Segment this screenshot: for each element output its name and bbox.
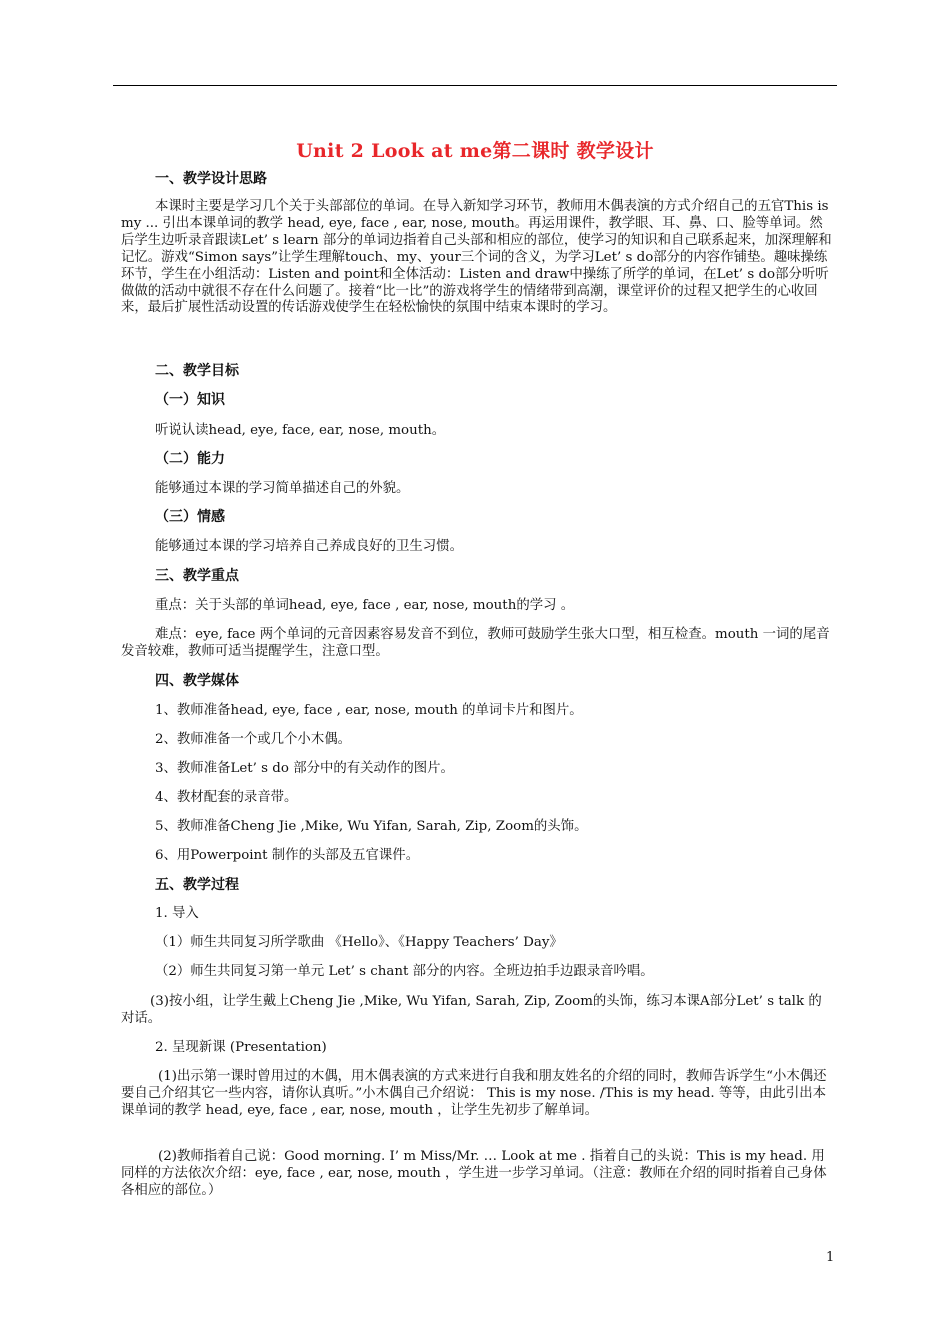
media-item: 1、教师准备head, eye, face , ear, nose, mouth 的单词卡片和图片。 xyxy=(155,703,583,718)
difficult-point-text: 难点：eye, face 两个单词的元音因素容易发音不到位，教师可鼓励学生张大口型，相互检查。mouth 一词的尾音发音较难，教师可适当提醒学生，注意口型。 xyxy=(121,627,830,659)
section-heading-design-idea: 一、教学设计思路 xyxy=(155,171,267,187)
ability-text: 能够通过本课的学习简单描述自己的外貌。 xyxy=(155,481,410,496)
page-number: 1 xyxy=(826,1250,835,1265)
lead-in-item: （2）师生共同复习第一单元 Let’ s chant 部分的内容。全班边拍手边跟录音吟唱。 xyxy=(155,964,654,979)
section-heading-objectives: 二、教学目标 xyxy=(155,363,239,379)
step-heading-presentation: 2. 呈现新课 (Presentation) xyxy=(155,1040,327,1055)
header-rule xyxy=(113,85,837,86)
step-heading-lead-in: 1. 导入 xyxy=(155,906,199,921)
design-idea-paragraph: 本课时主要是学习几个关于头部部位的单词。在导入新知学习环节，教师用木偶表演的方式介绍自己的五官This is my ... 引出本课单词的教学 head, eye, face , ear, nose, mouth。再运用课件，教学眼、耳、鼻、口、脸等单词。然后学生边听录音跟读Let’ s learn 部分的单词边指着自己头部和相应的部位，使学习的知识和自己联系起来，加深理解和记忆。游戏“Simon says”让学生理解touch、my、your三个词的含义，为学习Let’ s do部分的内容作铺垫。趣味操练环节，学生在小组活动：Listen and point和全体活动：Listen and draw中操练了所学的单词，在Let’ s do部分听听做做的活动中就很不存在什么问题了。接着“比一比”的游戏将学生的情绪带到高潮，课堂评价的过程又把学生的心收回来，最后扩展性活动设置的传话游戏使学生在轻松愉快的氛围中结束本课时的学习。 xyxy=(121,199,832,316)
lead-in-item: (3)按小组，让学生戴上Cheng Jie ,Mike, Wu Yifan, Sarah, Zip, Zoom的头饰，练习本课A部分Let’ s talk 的对话。 xyxy=(121,994,822,1026)
emotion-text: 能够通过本课的学习培养自己养成良好的卫生习惯。 xyxy=(155,539,463,554)
section-heading-process: 五、教学过程 xyxy=(155,877,239,893)
subheading-emotion: （三）情感 xyxy=(155,509,225,525)
section-heading-key-points: 三、教学重点 xyxy=(155,568,239,584)
section-heading-media: 四、教学媒体 xyxy=(155,673,239,689)
media-item: 4、教材配套的录音带。 xyxy=(155,790,298,805)
presentation-item: (1)出示第一课时曾用过的木偶，用木偶表演的方式来进行自我和朋友姓名的介绍的同时，教师告诉学生“小木偶还要自己介绍其它一些内容，请你认真听。”小木偶自己介绍说： This is my nose. /This is my head. 等等，由此引出本课单词的教学 head, eye, face , ear, nose, mouth ，让学生先初步了解单词。 xyxy=(121,1069,827,1118)
media-item: 2、教师准备一个或几个小木偶。 xyxy=(155,732,351,747)
document-title: Unit 2 Look at me第二课时 教学设计 xyxy=(296,140,654,162)
knowledge-text: 听说认读head, eye, face, ear, nose, mouth。 xyxy=(155,423,446,438)
media-item: 3、教师准备Let’ s do 部分中的有关动作的图片。 xyxy=(155,761,454,776)
key-point-text: 重点：关于头部的单词head, eye, face , ear, nose, mouth的学习 。 xyxy=(155,598,575,613)
subheading-ability: （二）能力 xyxy=(155,451,225,467)
lead-in-item: （1）师生共同复习所学歌曲 《Hello》、《Happy Teachers’ Day》 xyxy=(155,935,563,950)
media-item: 6、用Powerpoint 制作的头部及五官课件。 xyxy=(155,848,420,863)
presentation-item: (2)教师指着自己说：Good morning. I’ m Miss/Mr. … Look at me . 指着自己的头说：This is my head. 用同样的方法依次介绍：eye, face , ear, nose, mouth ，学生进一步学习单词。（注意：教师在介绍的同时指着自己身体各相应的部位。） xyxy=(121,1149,827,1198)
media-item: 5、教师准备Cheng Jie ,Mike, Wu Yifan, Sarah, Zip, Zoom的头饰。 xyxy=(155,819,588,834)
subheading-knowledge: （一）知识 xyxy=(155,392,225,408)
